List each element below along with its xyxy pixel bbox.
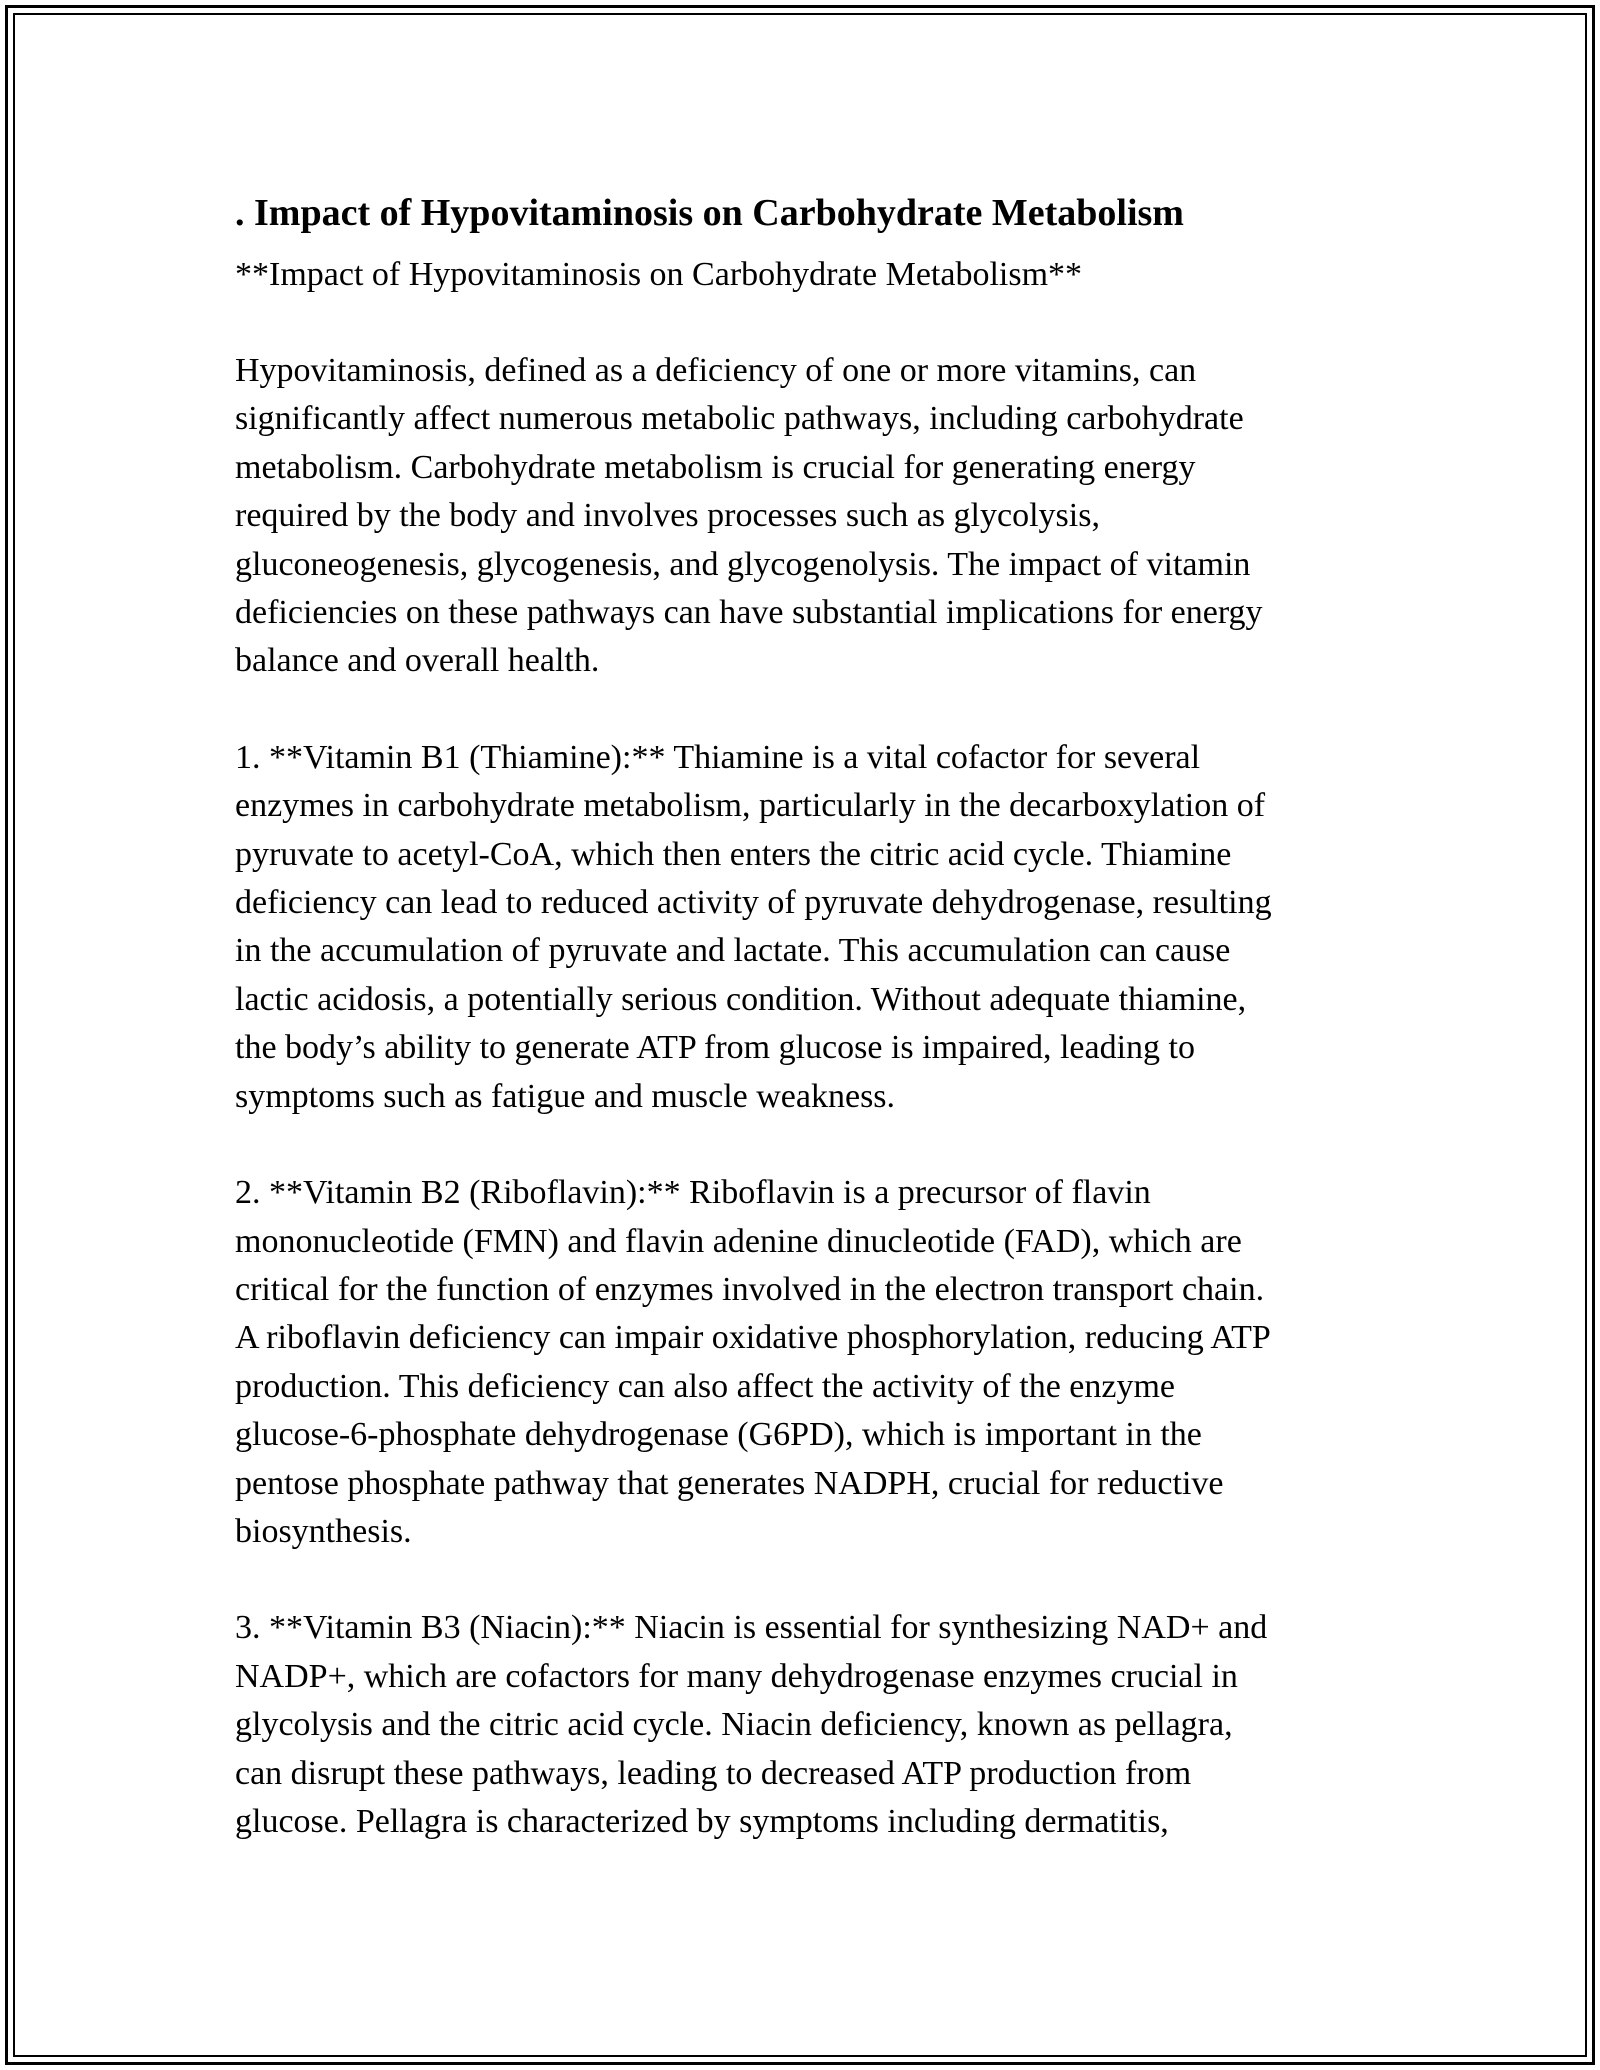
paragraph-line: symptoms such as fatigue and muscle weakness. [235,1077,896,1115]
paragraph-line: Hypovitaminosis, defined as a deficiency of one or more vitamins, can [235,352,1197,389]
paragraph-line: in the accumulation of pyruvate and lactate. This accumulation can cause [235,932,1231,970]
paragraph-line: deficiency can lead to reduced activity of pyruvate dehydrogenase, resulting [235,884,1272,922]
paragraph-line: mononucleotide (FMN) and flavin adenine dinucleotide (FAD), which are [235,1222,1242,1260]
paragraph-line: deficiencies on these pathways can have substantial implications for energy [235,594,1263,632]
document-subtitle: **Impact of Hypovitaminosis on Carbohydrate Metabolism** [235,256,1083,293]
paragraph-line: gluconeogenesis, glycogenesis, and glycogenolysis. The impact of vitamin [235,545,1251,583]
paragraph-line: glucose-6-phosphate dehydrogenase (G6PD), which is important in the [235,1416,1202,1454]
vitamin-b1-paragraph [235,734,1375,1121]
paragraph-line: 2. **Vitamin B2 (Riboflavin):** Riboflavin is a precursor of flavin [235,1174,1151,1212]
paragraph-line: can disrupt these pathways, leading to decreased ATP production from [235,1754,1192,1792]
paragraph-line: 1. **Vitamin B1 (Thiamine):** Thiamine is a vital cofactor for several [235,738,1201,776]
paragraph-line: 3. **Vitamin B3 (Niacin):** Niacin is essential for synthesizing NAD+ and [235,1609,1268,1647]
paragraph-line: production. This deficiency can also affect the activity of the enzyme [235,1367,1175,1405]
paragraph-line: A riboflavin deficiency can impair oxidative phosphorylation, reducing ATP [235,1319,1271,1357]
paragraph-line: required by the body and involves processes such as glycolysis, [235,497,1100,535]
paragraph-line: significantly affect numerous metabolic pathways, including carbohydrate [235,400,1244,438]
document-heading: . Impact of Hypovitaminosis on Carbohydrate Metabolism [235,192,1184,234]
paragraph-line: glycolysis and the citric acid cycle. Niacin deficiency, known as pellagra, [235,1706,1233,1744]
paragraph-line: glucose. Pellagra is characterized by symptoms including dermatitis, [235,1802,1169,1840]
paragraph-line: the body’s ability to generate ATP from glucose is impaired, leading to [235,1029,1195,1067]
paragraph-line: NADP+, which are cofactors for many dehydrogenase enzymes crucial in [235,1657,1238,1695]
paragraph-line: biosynthesis. [235,1512,412,1550]
vitamin-b3-paragraph [235,1604,1375,1846]
intro-paragraph [235,347,1375,686]
document-body [235,185,1375,1846]
paragraph-line: critical for the function of enzymes involved in the electron transport chain. [235,1270,1265,1308]
paragraph-line: balance and overall health. [235,642,600,680]
vitamin-b2-paragraph [235,1169,1375,1556]
paragraph-line: pentose phosphate pathway that generates NADPH, crucial for reductive [235,1464,1224,1502]
paragraph-line: enzymes in carbohydrate metabolism, particularly in the decarboxylation of [235,787,1266,825]
paragraph-line: metabolism. Carbohydrate metabolism is crucial for generating energy [235,448,1196,486]
paragraph-line: lactic acidosis, a potentially serious condition. Without adequate thiamine, [235,980,1247,1018]
paragraph-line: pyruvate to acetyl-CoA, which then enters the citric acid cycle. Thiamine [235,835,1232,873]
